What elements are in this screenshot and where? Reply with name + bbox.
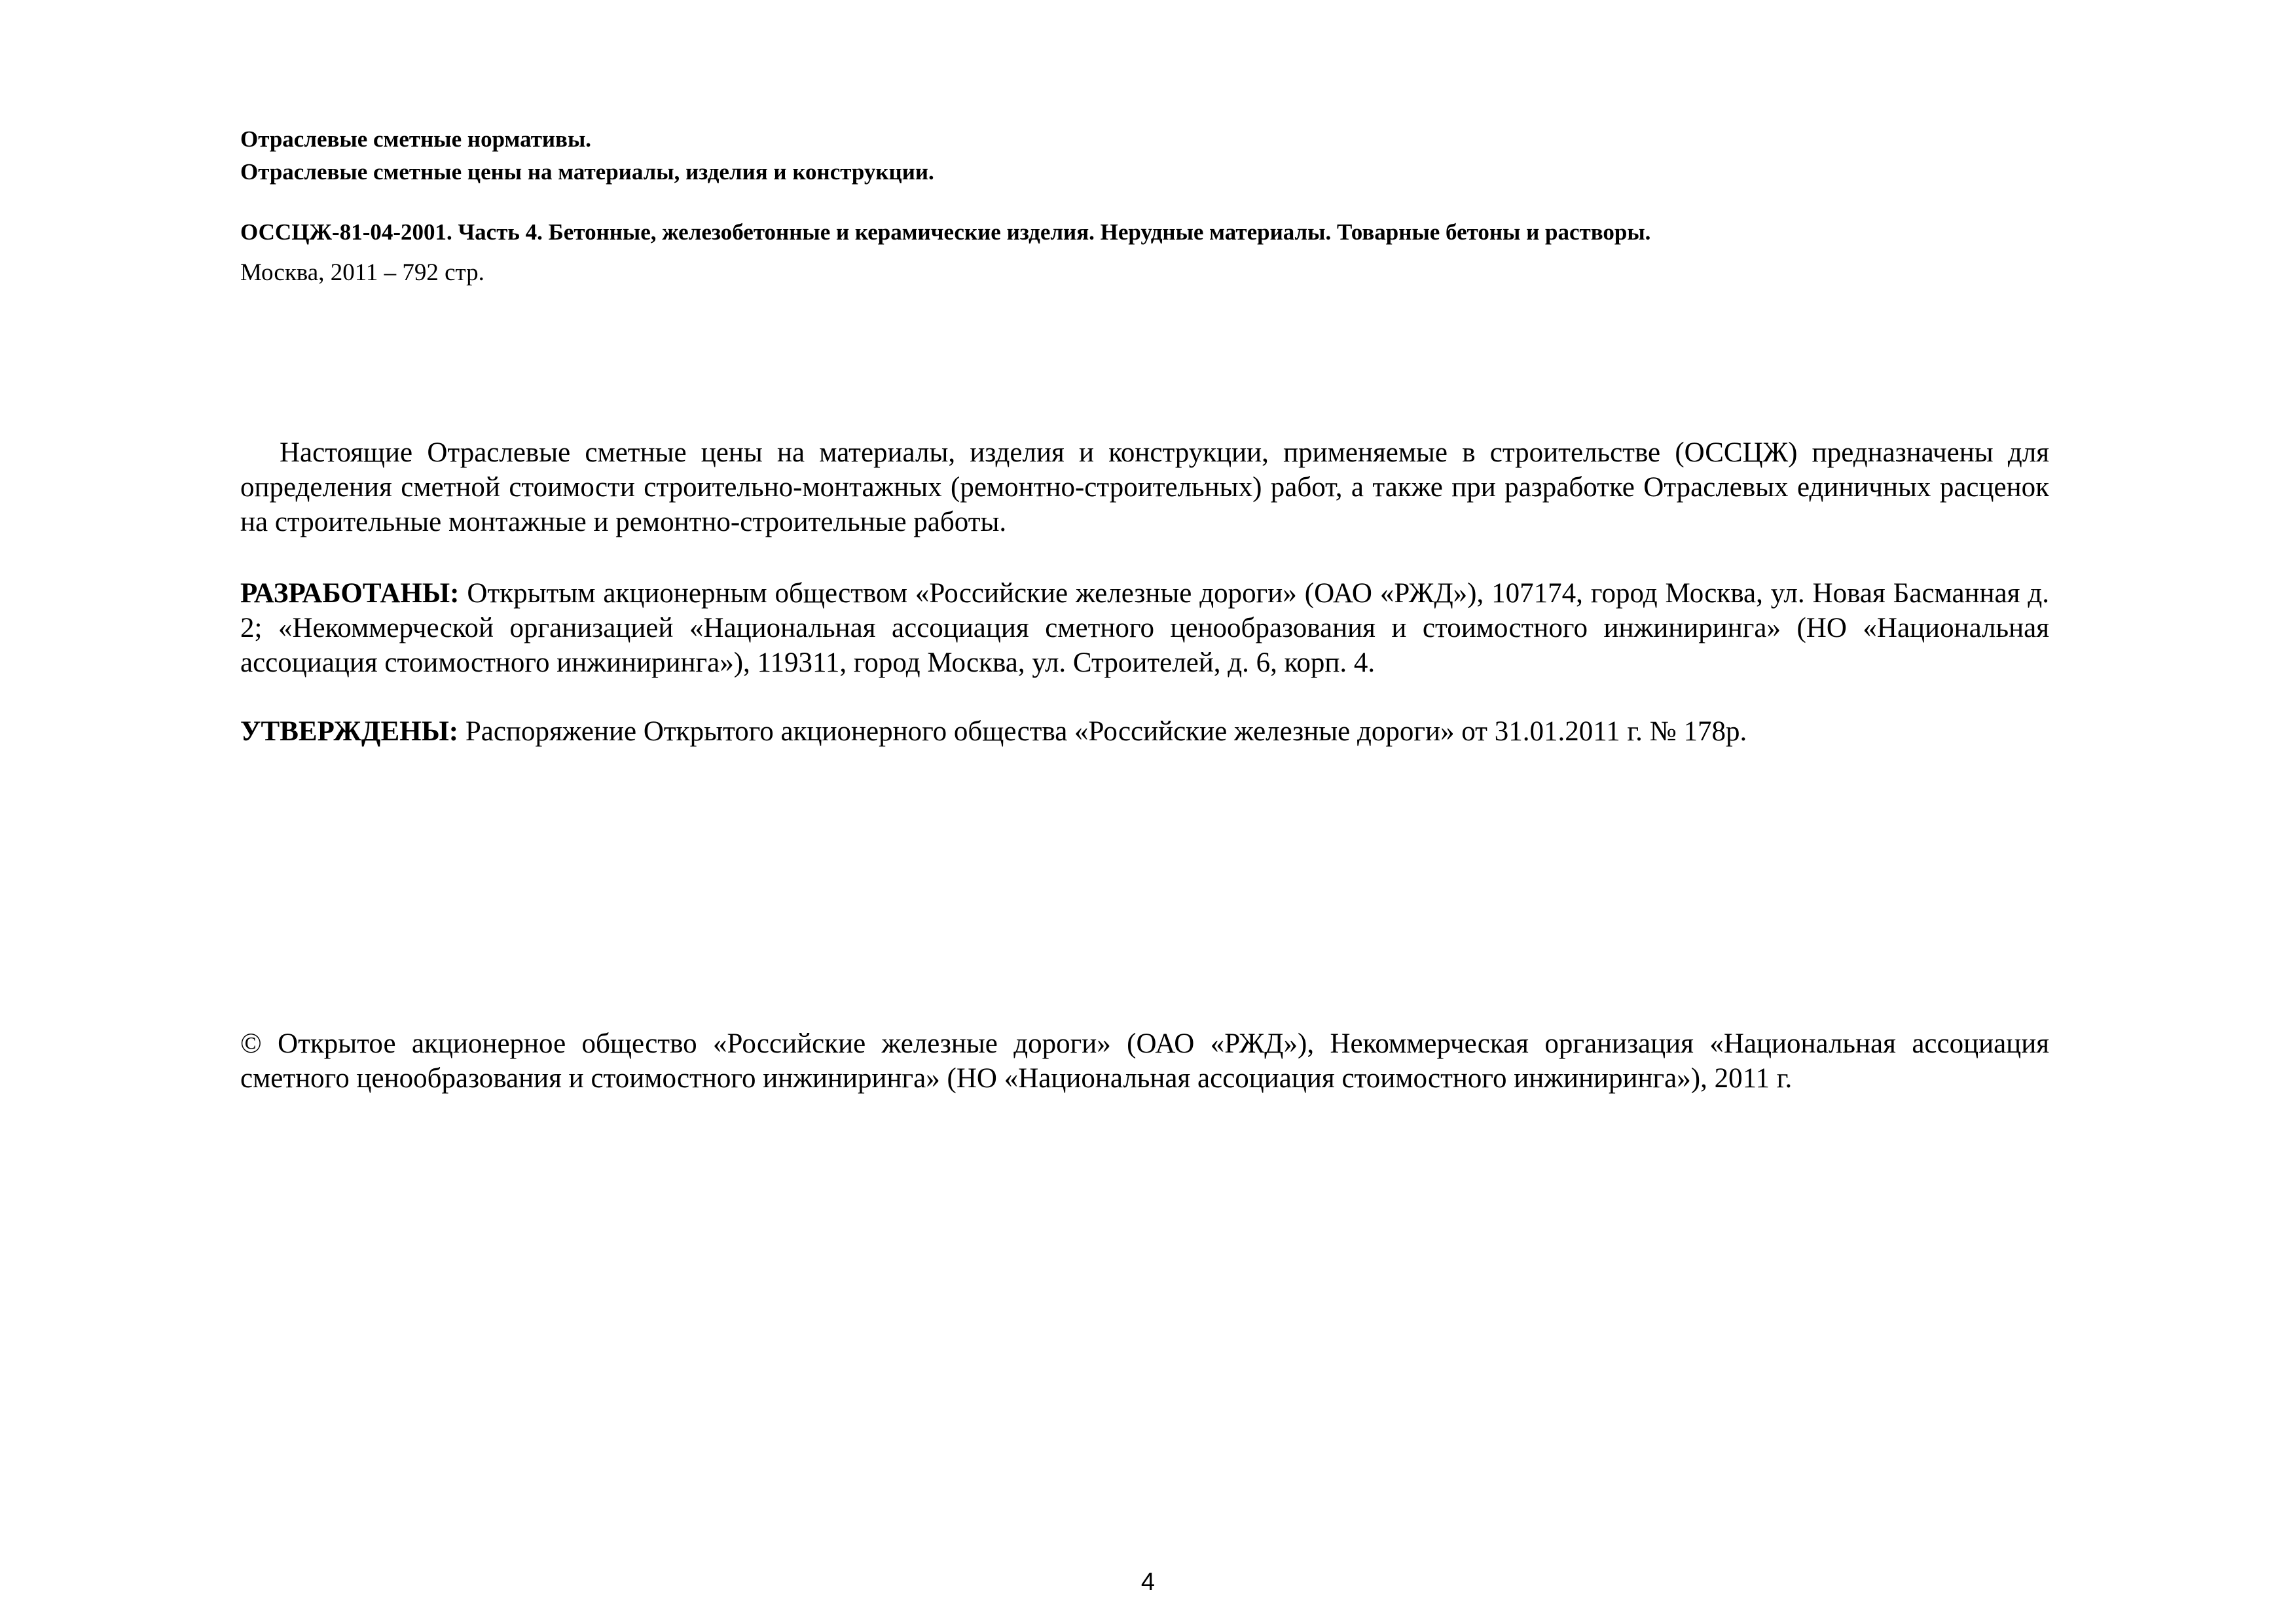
approved-text: Распоряжение Открытого акционерного общества «Российские железные дороги» от 31.01.2011 г. № 178р. [458,716,1747,747]
collection-title: Отраслевые сметные цены на материалы, изделия и конструкции. [240,159,934,185]
developed-text: Открытым акционерным обществом «Российские железные дороги» (ОАО «РЖД»), 107174, город Москва, ул. Новая Басманная д. 2; «Некоммерческой организацией «Национальная ассоциация сметного ценообразования и стоимостного инжиниринга» (НО «Национальная ассоциация стоимостного инжиниринга»), 119311, город Москва, ул. Строителей, д. 6, корп. 4. [240,578,2049,678]
intro-paragraph: Настоящие Отраслевые сметные цены на материалы, изделия и конструкции, применяемые в строительстве (ОССЦЖ) предназначены для определения сметной стоимости строительно-монтажных (ремонтно-строительных) работ, а также при разработке Отраслевых единичных расценок на строительные монтажные и ремонтно-строительные работы. [240,437,2049,537]
approved-by-paragraph [240,714,2049,749]
imprint-line: Москва, 2011 – 792 стр. [240,259,484,286]
copyright-paragraph: © Открытое акционерное общество «Российские железные дороги» (ОАО «РЖД»), Некоммерческая организация «Национальная ассоциация сметного ценообразования и стоимостного инжиниринга» (НО «Национальная ассоциация стоимостного инжиниринга»), 2011 г. [240,1028,2049,1094]
approved-label: УТВЕРЖДЕНЫ: [240,716,459,747]
page-number: 4 [1140,1568,1156,1596]
series-title: Отраслевые сметные нормативы. [240,126,592,152]
document-title: ОССЦЖ-81-04-2001. Часть 4. Бетонные, железобетонные и керамические изделия. Нерудные материалы. Товарные бетоны и растворы. [240,219,1651,245]
developed-label: РАЗРАБОТАНЫ: [240,578,460,609]
developed-by-paragraph [240,576,2049,680]
